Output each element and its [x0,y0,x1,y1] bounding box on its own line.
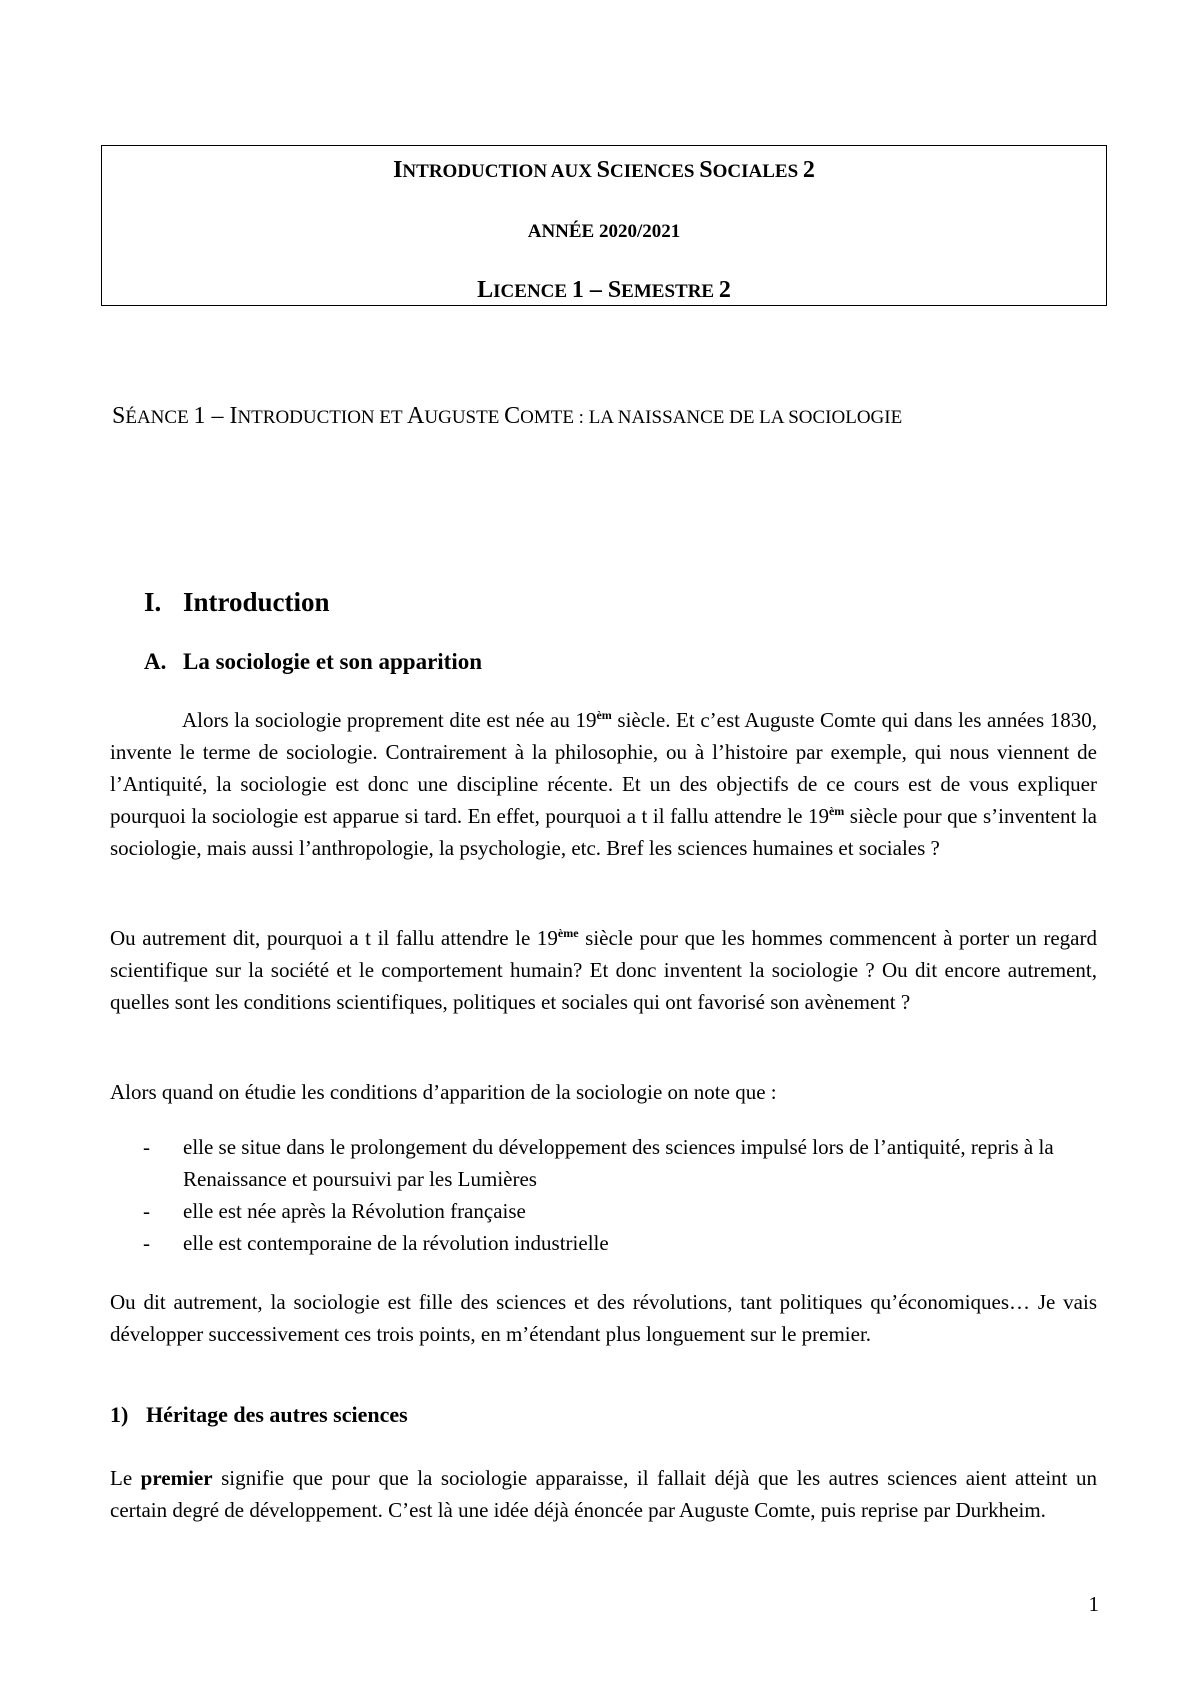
conditions-list [110,1131,1097,1259]
session-title: SÉANCE 1 – INTRODUCTION ET AUGUSTE COMTE : LA NAISSANCE DE LA SOCIOLOGIE [112,403,903,429]
section-heading-introduction: I. Introduction [144,587,330,617]
paragraph-intro: Alors la sociologie proprement dite est née au $19^{èm}$ siècle. Et c’est Auguste Comte qui dans les années 1830, invente le terme de sociologie. Contrairement à la philosophie, ou à l’histoire par exemple, qui nous viennent de l’Antiquité, la sociologie est donc une discipline récente. Et un des objectifs de ce cours est de vous expliquer pourquoi la sociologie est apparue si tard. En effet, pourquoi a t il fallu attendre le $19^{èm}$ siècle pour que s’inventent la sociologie, mais aussi l’anthropologie, la psychologie, etc. Bref les sciences humaines et sociales ? [110,708,1097,860]
list-item: - elle se situe dans le prolongement du développement des sciences impulsé lors de l’antiquité, repris à la Renaissance et poursuivi par les Lumières [143,1135,1054,1191]
paragraph-question: Ou autrement dit, pourquoi a t il fallu attendre le 19ème siècle pour que les hommes commencent à porter un regard scientifique sur la société et le comportement humain? Et donc inventent la sociologie ? Ou dit encore autrement, quelles sont les conditions scientifiques, politiques et sociales qui ont favorisé son avènement ? [110,926,1097,1014]
list-item: - elle est contemporaine de la révolution industrielle [143,1231,609,1255]
course-title: INTRODUCTION AUX SCIENCES SOCIALES 2 [393,157,815,183]
subsection-heading-apparition: A. La sociologie et son apparition [144,649,483,674]
paragraph-summary: Ou dit autrement, la sociologie est fille des sciences et des révolutions, tant politiques qu’économiques… Je vais développer successivement ces trois points, en m’étendant plus longuement sur le premier. [110,1290,1097,1346]
course-header-box [101,145,1107,306]
page-number: 1 [1088,1592,1099,1616]
paragraph-conditions: Alors quand on étudie les conditions d’apparition de la sociologie on note que : [110,1080,777,1104]
academic-year: ANNÉE 2020/2021 [527,221,681,242]
paragraph-first-point: Le premier signifie que pour que la sociologie apparaisse, il fallait déjà que les autres sciences aient atteint un certain degré de développement. C’est là une idée déjà énoncée par Auguste Comte, puis reprise par Durkheim. [110,1466,1097,1522]
course-level: LICENCE 1 – SEMESTRE 2 [477,277,731,303]
subsubsection-heading-heritage: 1) Héritage des autres sciences [110,1402,408,1427]
list-item: - elle est née après la Révolution française [143,1199,526,1223]
